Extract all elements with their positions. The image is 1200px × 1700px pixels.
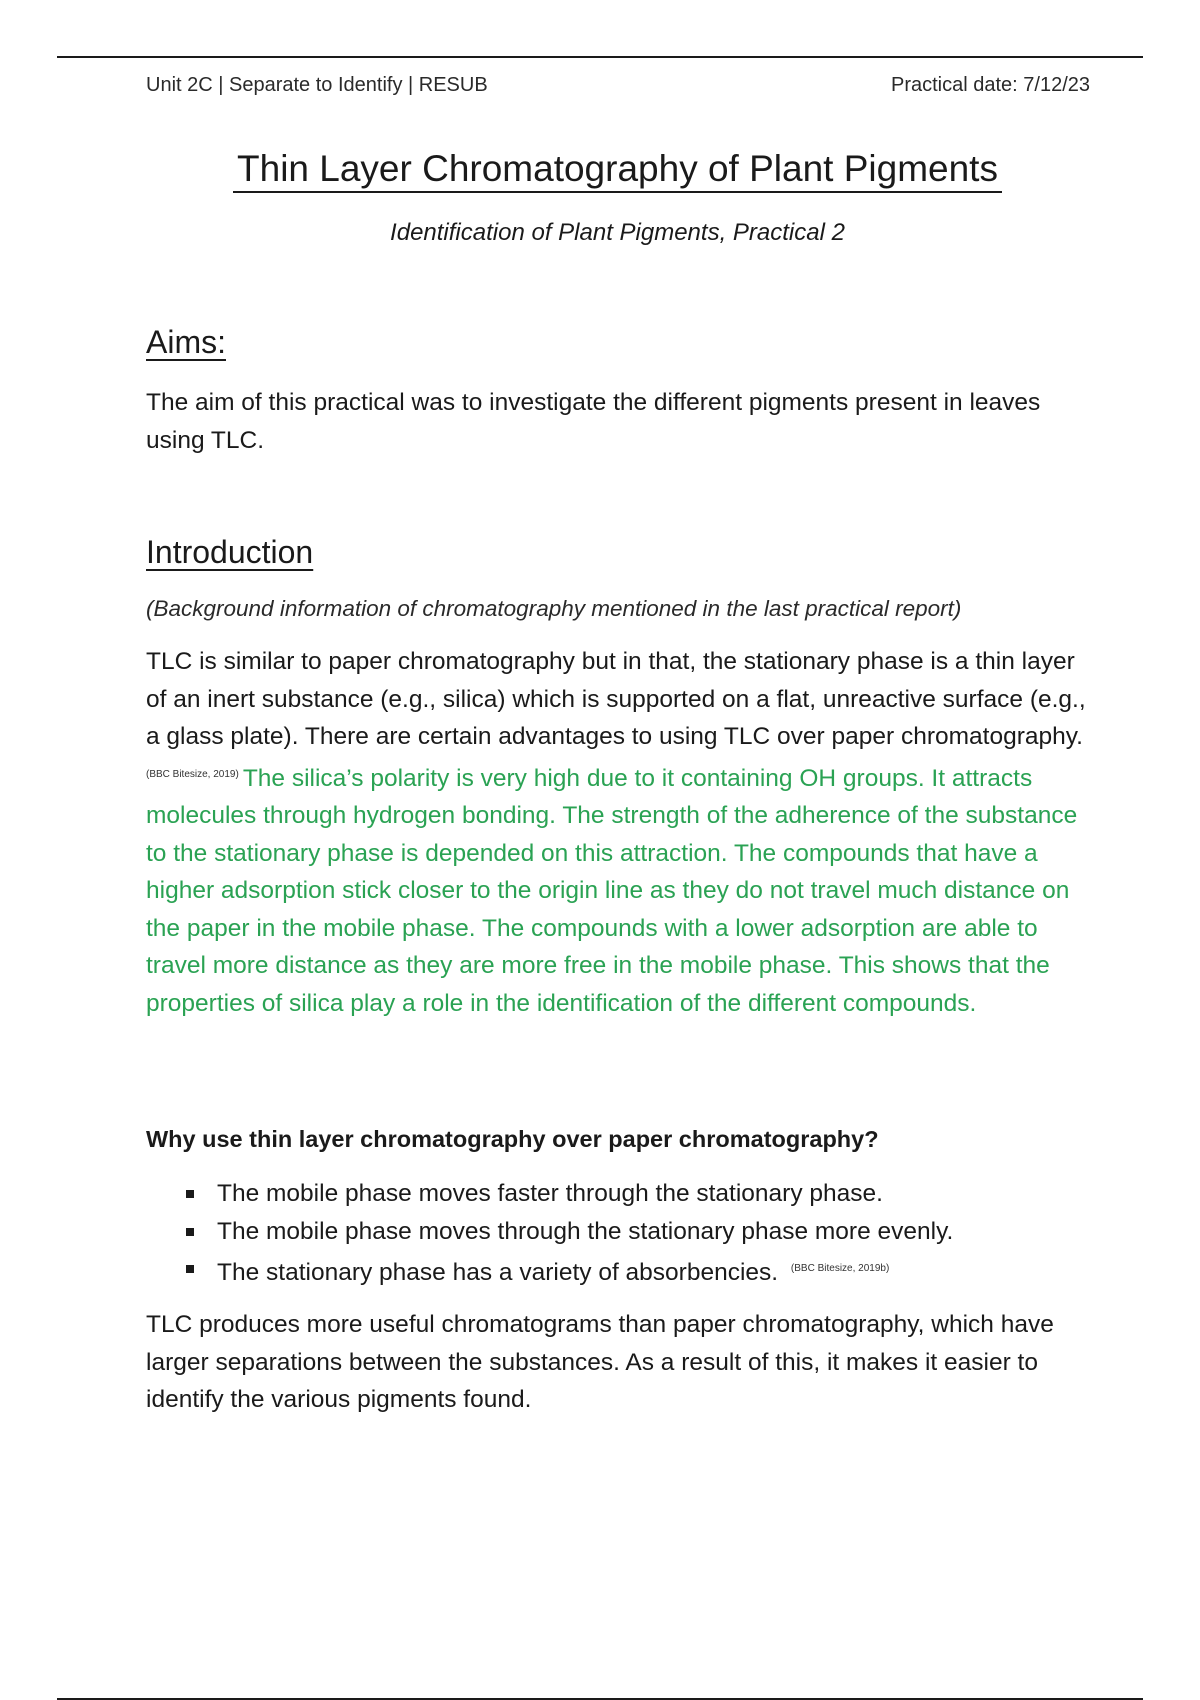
bullet-text: The stationary phase has a variety of absorbencies. <box>217 1259 779 1286</box>
bullet-square-icon <box>186 1228 194 1236</box>
document-subtitle: Identification of Plant Pigments, Practical 2 <box>390 219 845 246</box>
top-rule <box>57 56 1143 58</box>
introduction-citation: (BBC Bitesize, 2019) <box>146 768 239 780</box>
document-title <box>0 148 1200 190</box>
bullet-square-icon <box>186 1190 194 1198</box>
list-item <box>146 1250 1096 1292</box>
bullet-citation: (BBC Bitesize, 2019b) <box>790 1263 890 1274</box>
introduction-heading: Introduction <box>146 534 314 570</box>
bullet-text: The mobile phase moves through the stationary phase more evenly. <box>217 1217 954 1245</box>
header-practical-date: Practical date: 7/12/23 <box>890 74 1090 96</box>
introduction-text-green: The silica’s polarity is very high due to it containing OH groups. It attracts molecules through hydrogen bonding. The strength of the adherence of the substance to the stationary phase is depended on this attraction. The compounds that have a higher adsorption stick closer to the origin line as they do not travel much distance on the paper in the mobile phase. The compounds with a lower adsorption are able to travel more distance as they are more free in the mobile phase. This shows that the properties of silica play a role in the identification of the different compounds. <box>146 764 1078 1017</box>
aims-text: The aim of this practical was to investigate the different pigments present in leaves using TLC. <box>146 389 1041 454</box>
why-tlc-bullet-list <box>146 1175 1096 1292</box>
list-item <box>146 1175 1096 1213</box>
why-tlc-conclusion: TLC produces more useful chromatograms than paper chromatography, which have larger separations between the substances. As a result of this, it makes it easier to identify the various pigments found. <box>146 1311 1054 1413</box>
document-title-text: Thin Layer Chromatography of Plant Pigments <box>233 148 1002 193</box>
introduction-text-black: TLC is similar to paper chromatography but in that, the stationary phase is a thin layer of an inert substance (e.g., silica) which is supported on a flat, unreactive surface (e.g., a glass plate). There are certain advantages to using TLC over paper chromatography. <box>146 648 1086 750</box>
aims-heading: Aims: <box>146 324 226 360</box>
introduction-note: (Background information of chromatography mentioned in the last practical report) <box>146 596 962 621</box>
header-unit-info: Unit 2C | Separate to Identify | RESUB <box>146 74 488 96</box>
bullet-square-icon <box>186 1265 194 1273</box>
introduction-paragraph <box>146 643 1096 1022</box>
bullet-text: The mobile phase moves faster through the stationary phase. <box>217 1180 883 1207</box>
list-item <box>146 1213 1096 1251</box>
why-tlc-heading: Why use thin layer chromatography over paper chromatography? <box>146 1126 879 1152</box>
